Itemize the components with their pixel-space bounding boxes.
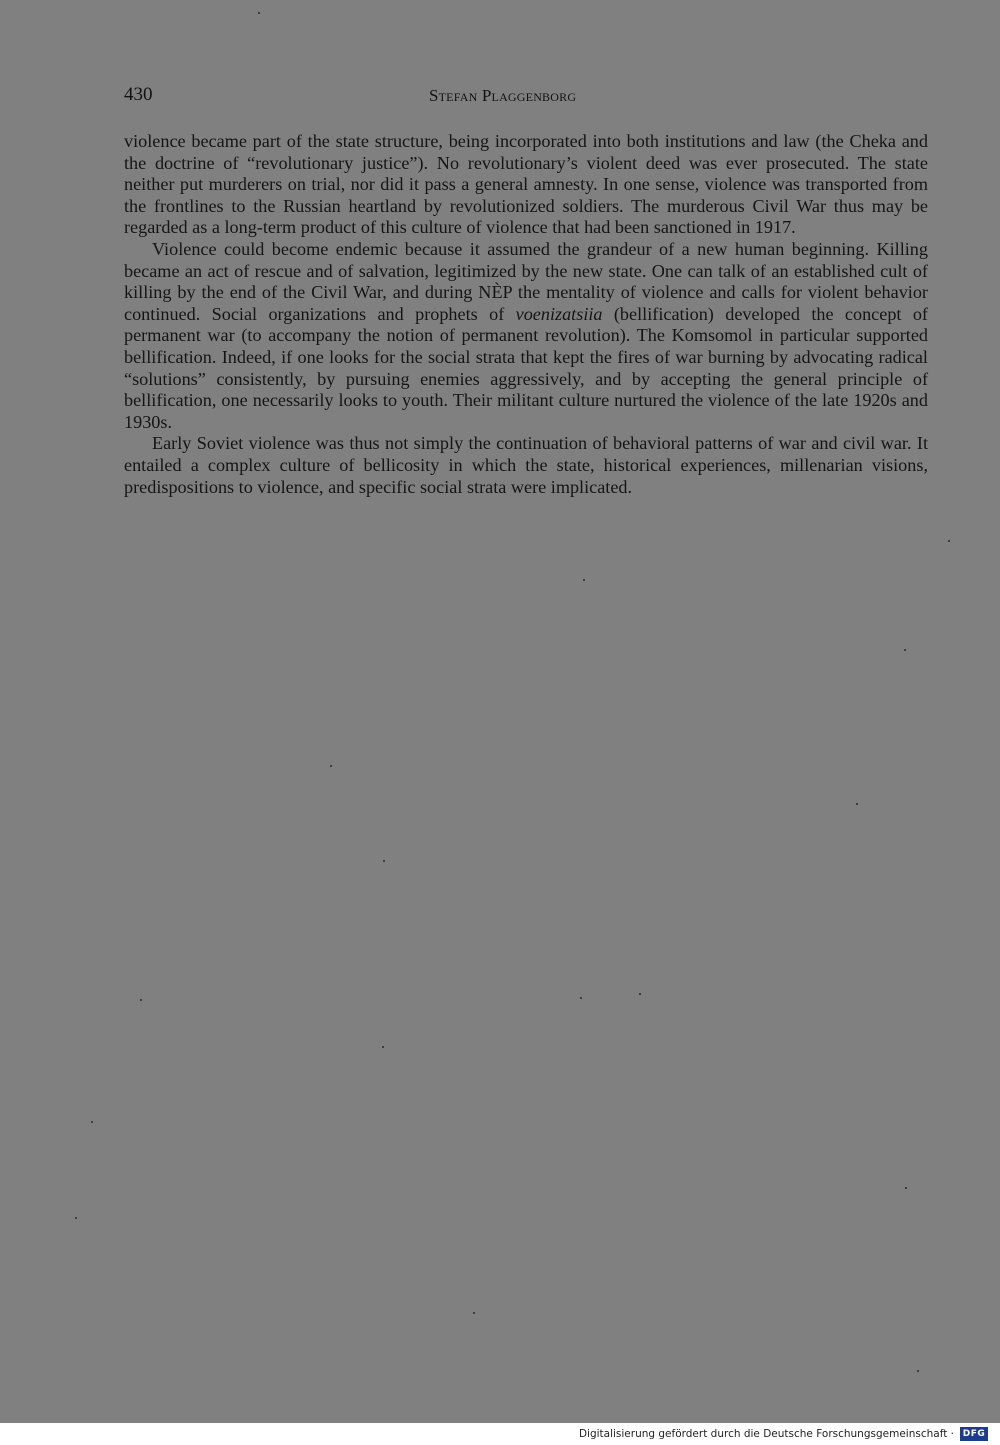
scan-speck [583,579,585,581]
body-text [124,131,928,498]
italic-term: voenizatsiia [515,303,603,324]
paragraph-3-text: Early Soviet violence was thus not simply the continuation of behavioral patterns of war and civil war. It entailed a complex culture of bellicosity in which the state, historical experiences, millenarian visions, predispositions to violence, and specific social strata were implicated. [124,433,928,497]
page-number: 430 [124,84,153,105]
paragraph-1 [124,131,928,239]
scan-speck [91,1121,93,1123]
scan-speck [382,1046,384,1048]
scan-speck [258,12,260,14]
scan-speck [856,803,858,805]
running-title-author: Stefan Plaggenborg [429,86,577,105]
paragraph-2-text-end: (bellification) developed the concept of permanent war (to accompany the notion of permanent revolution). The Komsomol in particular supported bellification. Indeed, if one looks for the social strata that kept the fires of war burning by advocating radical “solutions” consistently, by pursuing enemies aggressively, and by accepting the general principle of bellification, one necessarily looks to youth. Their militant culture nurtured the violence of the late 1920s and 1930s. [124,303,928,432]
digitization-footer [0,1423,1000,1445]
scan-speck [473,1312,475,1314]
scan-speck [639,993,641,995]
scan-speck [905,1187,907,1189]
paragraph-3 [124,433,928,498]
running-head [124,84,928,108]
scan-speck [580,997,582,999]
paragraph-1-text: violence became part of the state structure, being incorporated into both institutions and law (the Cheka and the doctrine of “revolutionary justice”). No revolutionary’s violent deed was ever prosecuted. The state neither put murderers on trial, nor did it pass a general amnesty. In one sense, violence was transported from the frontlines to the Russian heartland by revolutionized soldiers. The murderous Civil War thus may be regarded as a long-term product of this culture of violence that had been sanctioned in 1917. [124,131,928,238]
scan-speck [330,765,332,767]
funding-credit: Digitalisierung gefördert durch die Deutsche Forschungsgemeinschaft · [578,1428,954,1440]
scan-speck [948,540,950,542]
scan-speck [383,860,385,862]
scan-speck [917,1370,919,1372]
scan-speck [140,999,142,1001]
dfg-logo-icon: DFG [960,1427,988,1441]
scan-speck [75,1217,77,1219]
paragraph-2 [124,239,928,433]
paragraph-2-text-start: Violence could become endemic because it assumed the grandeur of a new human beginning. Killing became an act of rescue and of salvation, legitimized by the new state. One can talk of an established cult of killing by the end of the Civil War, and during NÈP the mentality of violence and calls for violent behavior continued. Social organizations and prophets of [124,238,928,324]
scan-speck [904,649,906,651]
